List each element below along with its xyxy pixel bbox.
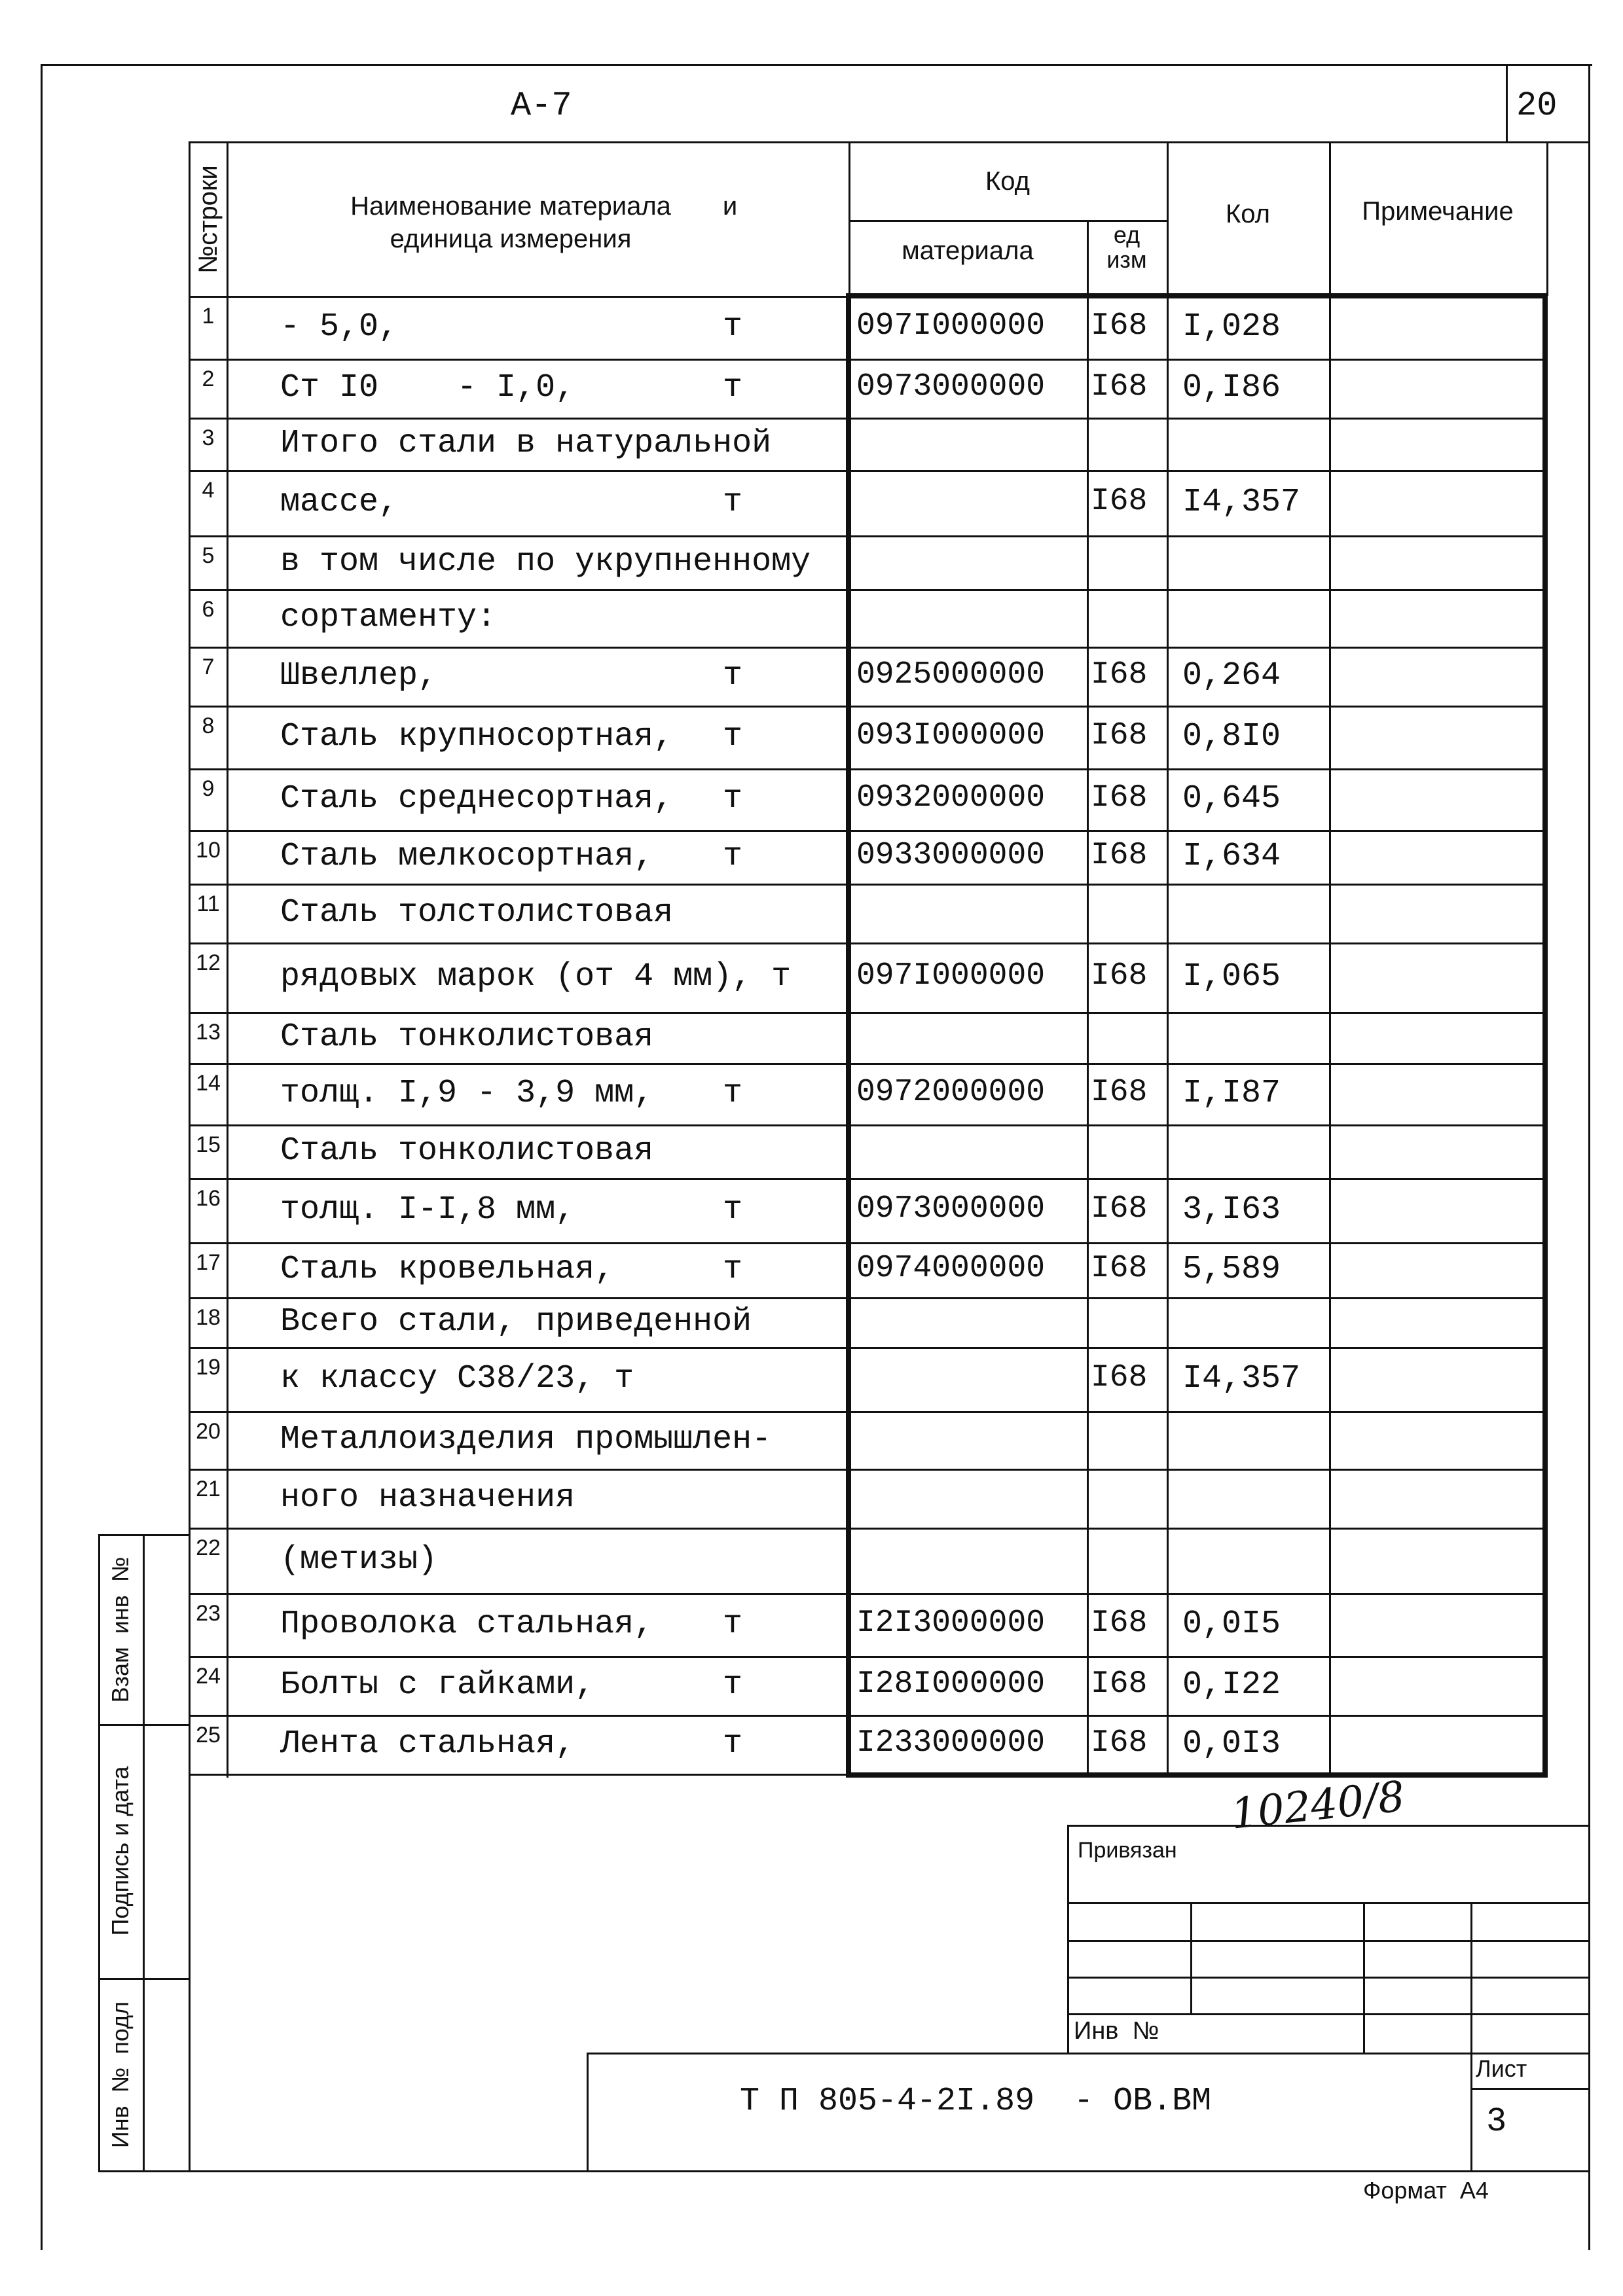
unit-code: I68 [1091, 1251, 1148, 1286]
row-number: 24 [196, 1664, 221, 1689]
unit-code: I68 [1091, 369, 1148, 404]
quantity: I,028 [1182, 308, 1281, 346]
quantity: 0,I22 [1182, 1666, 1281, 1704]
table-row-line [189, 884, 1548, 886]
material-name: - 5,0, [280, 308, 399, 346]
table-row-line [189, 1411, 1548, 1413]
header-unit-line2: изм [1106, 246, 1147, 273]
unit-code: I68 [1091, 308, 1148, 344]
format-label: Формат А4 [1363, 2177, 1489, 2204]
material-name: к классу С38/23, т [280, 1360, 634, 1397]
unit-suffix: т [723, 1725, 743, 1763]
row-number: 12 [196, 950, 221, 975]
quantity: I,065 [1182, 958, 1281, 996]
row-number: 25 [196, 1723, 221, 1748]
material-name: (метизы) [280, 1541, 438, 1579]
side-stamp-inner-left [143, 1534, 145, 2172]
unit-suffix: т [723, 484, 743, 521]
table-row-line [189, 1469, 1548, 1471]
table-row-line [189, 942, 1548, 944]
row-number: 5 [202, 543, 215, 568]
quantity: 0,0I5 [1182, 1605, 1281, 1643]
header-material: материала [902, 236, 1034, 265]
thick-top [846, 293, 1548, 298]
material-name: Швеллер, [280, 657, 438, 694]
header-name-line2: единица измерения [390, 224, 632, 253]
unit-code: I68 [1091, 1725, 1148, 1761]
row-number: 8 [202, 713, 215, 738]
unit-code: I68 [1091, 1360, 1148, 1395]
header-note: Примечание [1362, 197, 1514, 226]
material-name: Сталь толстолистовая [280, 894, 674, 931]
row-number: 3 [202, 425, 215, 450]
material-code: 0933000000 [856, 838, 1046, 873]
unit-code: I68 [1091, 1075, 1148, 1110]
unit-code: I68 [1091, 958, 1148, 994]
unit-suffix: т [723, 1666, 743, 1704]
table-row-line [189, 1124, 1548, 1126]
stamp-line-3 [1067, 1977, 1588, 1979]
stamp-top-line [1067, 1825, 1588, 1827]
row-number: 15 [196, 1132, 221, 1157]
material-name: Лента стальная, [280, 1725, 575, 1763]
table-row-line [189, 1715, 1548, 1717]
quantity: 0,0I3 [1182, 1725, 1281, 1763]
unit-suffix: т [723, 1075, 743, 1112]
side-stamp-outer-left [98, 1534, 100, 2172]
row-number: 13 [196, 1020, 221, 1045]
quantity: 0,I86 [1182, 369, 1281, 406]
row-number: 4 [202, 478, 215, 503]
quantity: 0,8I0 [1182, 718, 1281, 755]
side-stamp-inv-podl: Инв № подл [107, 2001, 134, 2149]
material-name: Итого стали в натуральной [280, 425, 772, 462]
stamp-list-line [1470, 2088, 1588, 2090]
row-number: 10 [196, 838, 221, 863]
table-line-note [1329, 141, 1331, 1776]
material-name: Болты с гайками, [280, 1666, 595, 1704]
row-number: 19 [196, 1355, 221, 1380]
unit-suffix: т [723, 308, 743, 346]
material-code: 0973000000 [856, 369, 1046, 404]
table-line-right [1546, 141, 1548, 296]
material-name: Проволока стальная, [280, 1605, 654, 1643]
unit-suffix: т [723, 1605, 743, 1643]
side-stamp-podpis-data: Подпись и дата [107, 1766, 134, 1936]
unit-suffix: т [723, 657, 743, 694]
stamp-lower-left [587, 2053, 589, 2172]
material-name: Сталь мелкосортная, [280, 838, 654, 875]
material-name: ного назначения [280, 1479, 575, 1516]
row-number: 14 [196, 1071, 221, 1096]
table-row-line [189, 1242, 1548, 1244]
table-row-line [189, 1656, 1548, 1658]
table-line-qty [1167, 141, 1169, 1776]
material-code: I233000000 [856, 1725, 1046, 1761]
table-row-line [189, 1012, 1548, 1014]
table-row-line [189, 418, 1548, 420]
table-row-line [189, 470, 1548, 472]
row-number: 1 [202, 304, 215, 329]
row-number: 2 [202, 367, 215, 391]
table-row-line [189, 359, 1548, 361]
material-name: Металлоизделия промышлен- [280, 1421, 772, 1458]
unit-code: I68 [1091, 657, 1148, 692]
material-name: массе, [280, 484, 399, 521]
handwritten-number: 10240/8 [1228, 1772, 1408, 1839]
material-name: сортаменту: [280, 599, 497, 636]
unit-code: I68 [1091, 1666, 1148, 1702]
thick-left [846, 293, 851, 1778]
stamp-inv-no: Инв № [1074, 2017, 1159, 2045]
unit-code: I68 [1091, 484, 1148, 519]
material-name: Сталь тонколистовая [280, 1018, 654, 1056]
material-code: 0932000000 [856, 780, 1046, 816]
table-line-unit [1087, 221, 1089, 1776]
stamp-col-1 [1190, 1902, 1192, 2015]
table-row-line [189, 1347, 1548, 1349]
material-name: рядовых марок (от 4 мм), т [280, 958, 792, 996]
table-row-line [189, 768, 1548, 770]
material-name: Всего стали, приведенной [280, 1303, 752, 1340]
unit-code: I68 [1091, 1605, 1148, 1641]
material-code: 0974000000 [856, 1251, 1046, 1286]
material-code: 097I000000 [856, 308, 1046, 344]
table-row-line [189, 647, 1548, 649]
header-name-and: и [722, 192, 738, 221]
material-code: I2I3000000 [856, 1605, 1046, 1641]
side-stamp-vzam-inv: Взам инв № [107, 1556, 134, 1703]
row-number: 9 [202, 776, 215, 801]
table-row-line [189, 1178, 1548, 1180]
unit-code: I68 [1091, 780, 1148, 816]
frame-left-line [41, 64, 43, 2250]
material-code: 0925000000 [856, 657, 1046, 692]
stamp-list-number: 3 [1486, 2102, 1507, 2141]
material-code: 097I000000 [856, 958, 1046, 994]
stamp-col-3 [1470, 1902, 1472, 2170]
stamp-left-line [1067, 1825, 1069, 2054]
unit-suffix: т [723, 718, 743, 755]
stamp-lower-top [587, 2053, 1588, 2054]
page-number-box-left [1506, 64, 1508, 143]
quantity: 0,264 [1182, 657, 1281, 694]
row-number: 23 [196, 1601, 221, 1626]
material-name: толщ. I,9 - 3,9 мм, [280, 1075, 654, 1112]
unit-suffix: т [723, 1191, 743, 1229]
table-row-line [189, 535, 1548, 537]
row-number: 18 [196, 1305, 221, 1330]
sheet-label: А-7 [511, 86, 572, 125]
quantity: 5,589 [1182, 1251, 1281, 1288]
material-code: I28I000000 [856, 1666, 1046, 1702]
stamp-line-4 [1067, 2013, 1588, 2015]
row-number: 6 [202, 597, 215, 622]
table-row-line [189, 706, 1548, 708]
table-row-line [189, 589, 1548, 591]
row-number: 20 [196, 1419, 221, 1444]
unit-code: I68 [1091, 838, 1148, 873]
row-number: 21 [196, 1477, 221, 1501]
stamp-bottom-line [98, 2170, 1588, 2172]
unit-code: I68 [1091, 718, 1148, 753]
stamp-line-1 [1067, 1902, 1588, 1904]
header-unit-line1: ед [1113, 221, 1140, 248]
row-number: 11 [196, 891, 220, 916]
header-row-no: №строки [194, 165, 223, 274]
unit-suffix: т [723, 838, 743, 875]
document-designation: Т П 805-4-2I.89 - ОВ.ВМ [740, 2083, 1212, 2120]
stamp-privyazan: Привязан [1078, 1838, 1177, 1863]
row-number: 7 [202, 655, 215, 679]
quantity: I4,357 [1182, 1360, 1301, 1397]
page-number: 20 [1516, 86, 1558, 125]
row-number: 17 [196, 1250, 221, 1275]
material-code: 093I000000 [856, 718, 1046, 753]
material-code: 0973000000 [856, 1191, 1046, 1227]
quantity: I,I87 [1182, 1075, 1281, 1112]
unit-code: I68 [1091, 1191, 1148, 1227]
material-name: Сталь среднесортная, [280, 780, 674, 817]
material-name: в том числе по укрупненному [280, 543, 811, 581]
header-code: Код [985, 167, 1030, 196]
table-row-line [189, 1528, 1548, 1530]
frame-top-line [41, 64, 1592, 66]
quantity: I,634 [1182, 838, 1281, 875]
material-name: Сталь крупносортная, [280, 718, 674, 755]
material-name: Сталь тонколистовая [280, 1132, 654, 1170]
quantity: I4,357 [1182, 484, 1301, 521]
header-qty: Кол [1225, 200, 1270, 228]
stamp-col-2 [1363, 1902, 1365, 2053]
row-number: 16 [196, 1186, 221, 1211]
material-name: Ст I0 - I,0, [280, 369, 575, 406]
stamp-line-2 [1067, 1940, 1588, 1942]
table-row-line [189, 1063, 1548, 1065]
material-name: толщ. I-I,8 мм, [280, 1191, 575, 1229]
quantity: 0,645 [1182, 780, 1281, 817]
unit-suffix: т [723, 780, 743, 817]
stamp-list-label: Лист [1476, 2055, 1527, 2082]
material-name: Сталь кровельная, [280, 1251, 615, 1288]
material-code: 0972000000 [856, 1075, 1046, 1110]
table-row-line [189, 830, 1548, 832]
thick-bottom [846, 1772, 1548, 1778]
thick-right [1542, 293, 1548, 1778]
table-row-line [189, 1297, 1548, 1299]
table-line-rowno [227, 141, 228, 1778]
row-number: 22 [196, 1535, 221, 1560]
table-line-header-top [189, 141, 1548, 143]
table-row-line [189, 1593, 1548, 1595]
frame-right-line [1588, 64, 1590, 2250]
unit-suffix: т [723, 369, 743, 406]
quantity: 3,I63 [1182, 1191, 1281, 1229]
header-name-line1: Наименование материала [350, 192, 671, 221]
unit-suffix: т [723, 1251, 743, 1288]
